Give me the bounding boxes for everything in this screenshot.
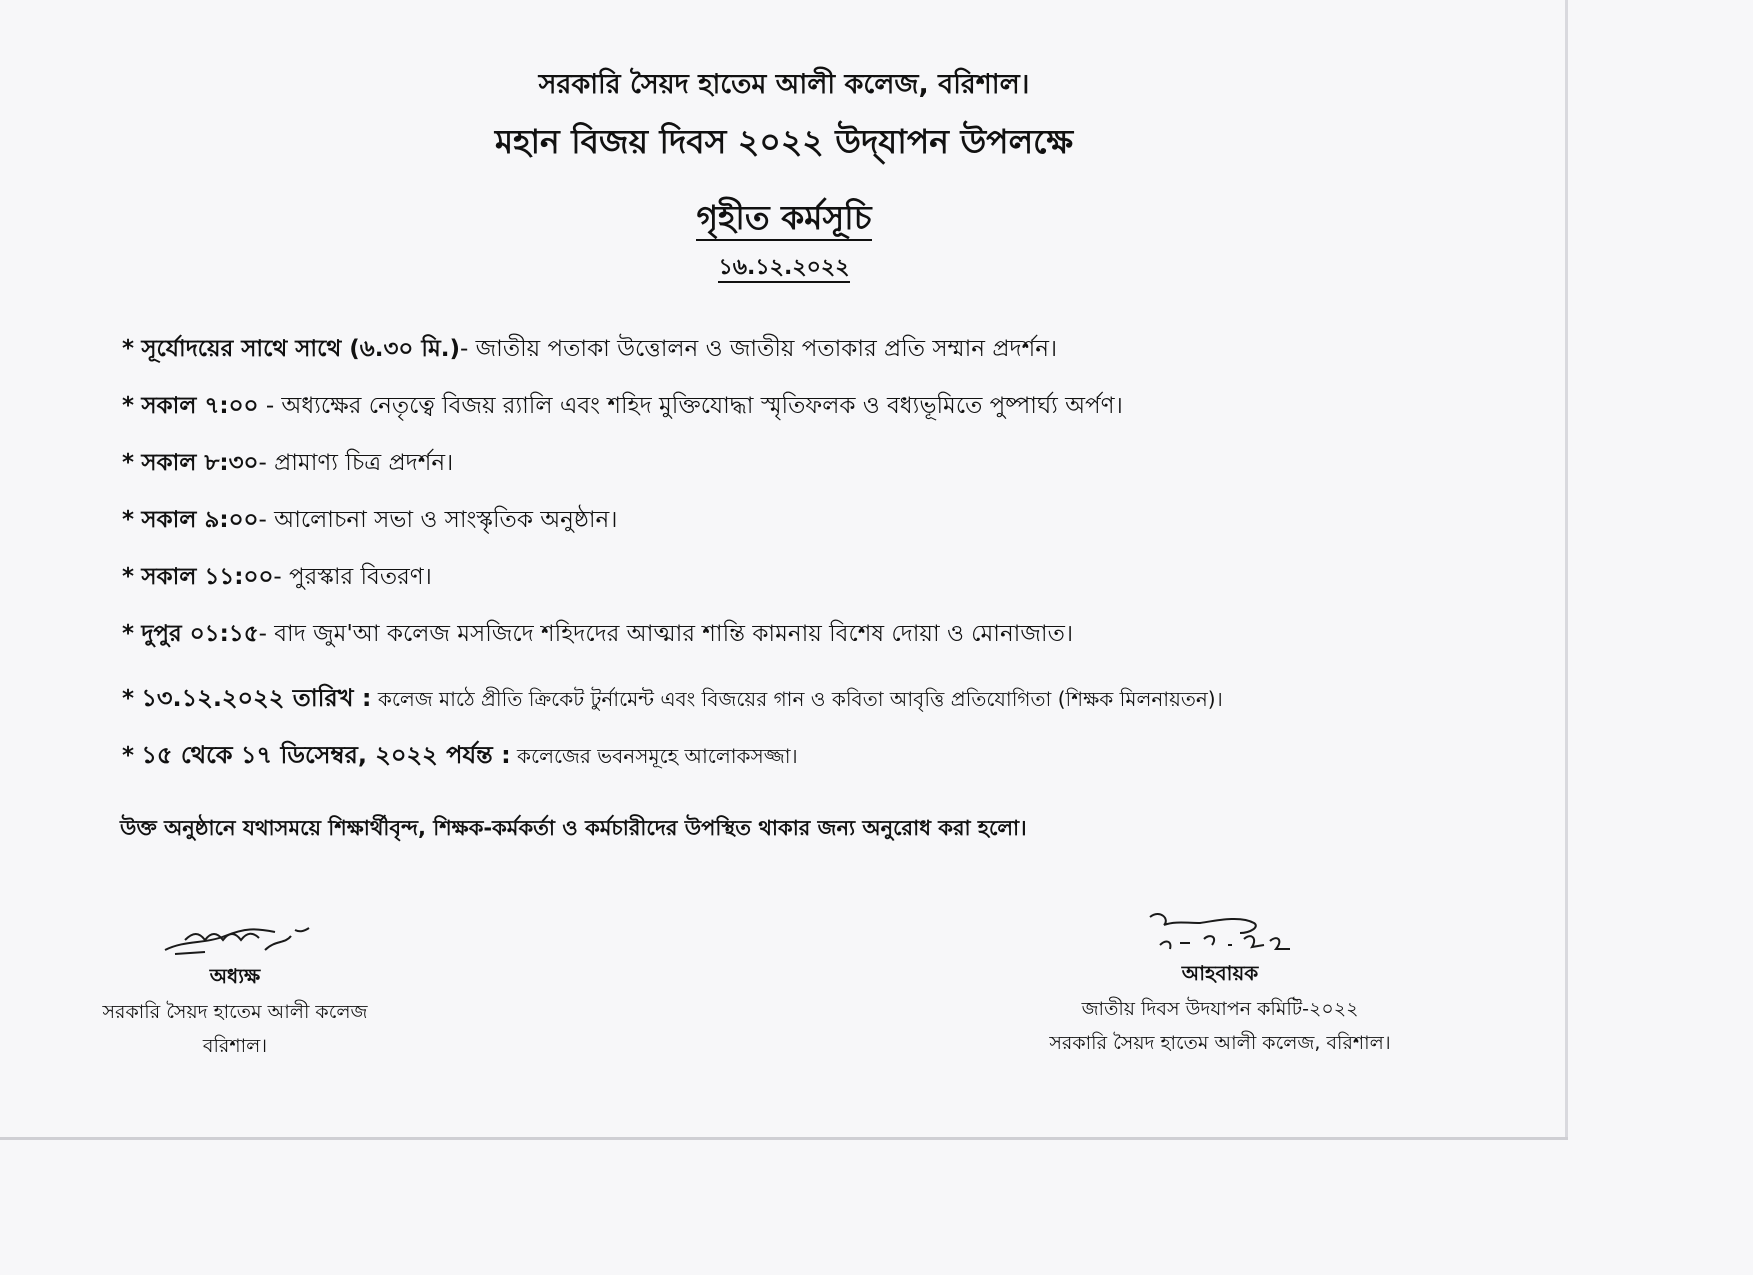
signatory-institution: সরকারি সৈয়দ হাতেম আলী কলেজ xyxy=(102,1001,368,1023)
schedule-text: - আলোচনা সভা ও সাংস্কৃতিক অনুষ্ঠান। xyxy=(258,507,618,533)
schedule-text: - জাতীয় পতাকা উত্তোলন ও জাতীয় পতাকার প্রতি সম্মান প্রদর্শন। xyxy=(459,336,1058,362)
event-date: ১৫ থেকে ১৭ ডিসেম্বর, ২০২২ পর্যন্ত : xyxy=(141,741,511,769)
bullet: * xyxy=(122,686,135,712)
schedule-time: দুপুর ০১:১৫ xyxy=(141,621,259,647)
program-date-text: ১৬.১২.২০২২ xyxy=(718,255,849,283)
bullet: * xyxy=(122,621,135,647)
schedule-text: - পুরস্কার বিতরণ। xyxy=(273,564,432,590)
event-text: কলেজের ভবনসমূহে আলোকসজ্জা। xyxy=(510,744,798,768)
schedule-time: সকাল ৮:৩০ xyxy=(141,450,259,476)
page-edge-bottom xyxy=(0,1137,1568,1140)
signatory-location: বরিশাল। xyxy=(202,1035,268,1057)
program-title-text: গৃহীত কর্মসূচি xyxy=(696,198,871,241)
occasion-title: মহান বিজয় দিবস ২০২২ উদ্‌যাপন উপলক্ষে xyxy=(494,122,1074,161)
signatory-role: আহবায়ক xyxy=(1181,961,1259,985)
schedule-list xyxy=(122,330,1522,794)
schedule-item xyxy=(122,444,1522,501)
schedule-time: সকাল ৭:০০ xyxy=(141,393,259,419)
schedule-item xyxy=(122,387,1522,444)
schedule-item xyxy=(122,330,1522,387)
schedule-time: সকাল ১১:০০ xyxy=(141,564,274,590)
schedule-item xyxy=(122,615,1522,672)
signatory-role: অধ্যক্ষ xyxy=(209,964,261,988)
bullet: * xyxy=(122,564,135,590)
schedule-time: সকাল ৯:০০ xyxy=(141,507,259,533)
extra-event-item xyxy=(122,737,1522,794)
extra-event-item xyxy=(122,680,1522,737)
schedule-time: সূর্যোদয়ের সাথে সাথে (৬.৩০ মি.) xyxy=(141,336,460,362)
program-date xyxy=(0,250,1568,287)
signatory-committee: জাতীয় দিবস উদযাপন কমিটি-২০২২ xyxy=(1081,998,1359,1020)
bullet: * xyxy=(122,743,135,769)
event-date: ১৩.১২.২০২২ তারিখ : xyxy=(141,684,372,712)
page-edge-right xyxy=(1565,0,1568,1140)
signature-scribble xyxy=(145,910,325,962)
attendance-request: উক্ত অনুষ্ঠানে যথাসময়ে শিক্ষার্থীবৃন্দ, শিক্ষক-কর্মকর্তা ও কর্মচারীদের উপস্থিত থাকার জন্য অনুরোধ করা হলো। xyxy=(120,816,1027,840)
bullet: * xyxy=(122,336,135,362)
signatory-institution: সরকারি সৈয়দ হাতেম আলী কলেজ, বরিশাল। xyxy=(1049,1032,1391,1054)
bullet: * xyxy=(122,393,135,419)
schedule-item xyxy=(122,501,1522,558)
bullet: * xyxy=(122,507,135,533)
bullet: * xyxy=(122,450,135,476)
schedule-item xyxy=(122,558,1522,615)
schedule-text: - প্রামাণ্য চিত্র প্রদর্শন। xyxy=(258,450,454,476)
event-text: কলেজ মাঠে প্রীতি ক্রিকেট টুর্নামেন্ট এবং বিজয়ের গান ও কবিতা আবৃত্তি প্রতিযোগিতা (শিক্ষক মিলনায়তন)। xyxy=(371,687,1223,711)
college-name: সরকারি সৈয়দ হাতেম আলী কলেজ, বরিশাল। xyxy=(538,69,1030,100)
signature-block-convener xyxy=(1000,905,1440,1060)
schedule-text: - অধ্যক্ষের নেতৃত্বে বিজয় র‍্যালি এবং শহিদ মুক্তিযোদ্ধা স্মৃতিফলক ও বধ্যভূমিতে পুষ্পার্ঘ্য অর্পণ। xyxy=(258,393,1123,419)
signature-scribble xyxy=(1120,905,1320,959)
schedule-text: - বাদ জুম'আ কলেজ মসজিদে শহিদদের আত্মার শান্তি কামনায় বিশেষ দোয়া ও মোনাজাত। xyxy=(258,621,1074,647)
signature-block-principal xyxy=(60,910,410,1063)
program-title xyxy=(0,192,1568,248)
